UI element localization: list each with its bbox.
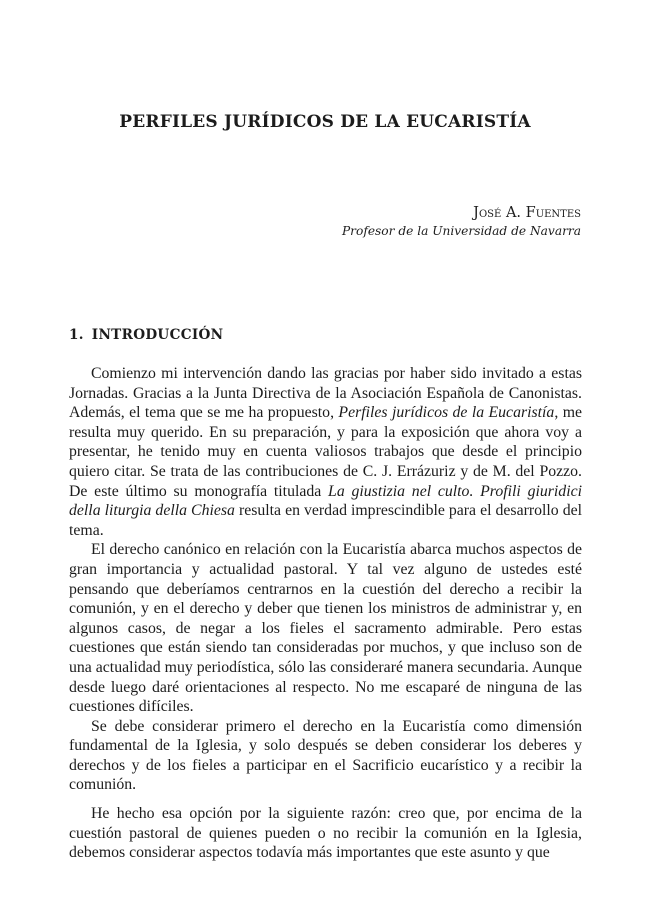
author-affiliation: Profesor de la Universidad de Navarra <box>341 224 581 238</box>
paragraph-1-text-1: Comienzo mi intervención dando las gracias por haber sido invitado a estas Jornadas. Gracias a la Junta Directiva de la Asociación Española de Canonistas. Además, el tema que se me ha propuesto, <box>69 365 582 422</box>
paragraph-3: Se debe considerar primero el derecho en la Eucaristía como dimensión fundamental de la Iglesia, y solo después se deben considerar los deberes y derechos y de los fieles a participar en el Sacrificio eucarístico y a recibir la comunión. <box>69 717 582 794</box>
author-block <box>342 203 581 239</box>
paragraph-2: El derecho canónico en relación con la Eucaristía abarca muchos aspectos de gran importancia y actualidad pastoral. Y tal vez alguno de ustedes esté pensando que deberíamos centrarnos en la cuestión del derecho a recibir la comunión, y en el derecho y deber que tienen los ministros de administrar y, en algunos casos, de negar a los fieles el sacramento admirable. Pero estas cuestiones que están siendo tan consideradas por muchos, y que incluso son de una actualidad muy periodística, sólo las consideraré manera secundaria. Aunque desde luego daré orientaciones al respecto. No me escaparé de ninguna de las cuestiones difíciles. <box>69 541 582 716</box>
paragraph-1-italic-2: La giustizia nel culto. Profili giuridici della liturgia della Chiesa <box>69 482 582 520</box>
body-text <box>69 364 582 863</box>
section-number: 1. <box>69 327 84 343</box>
author-name: José A. Fuentes <box>473 205 581 221</box>
paragraph-1 <box>69 364 582 540</box>
section-heading <box>69 327 223 343</box>
paragraph-1-italic-1: Perfiles jurídicos de la Eucaristía <box>338 404 555 422</box>
paragraph-1-text-3: resulta en verdad imprescindible para el desarrollo del tema. <box>69 502 582 539</box>
chapter-title: PERFILES JURÍDICOS DE LA EUCARISTÍA <box>119 112 531 132</box>
paragraph-4: He hecho esa opción por la siguiente razón: creo que, por encima de la cuestión pastoral de quienes pueden o no recibir la comunión en la Iglesia, debemos considerar aspectos todavía más importantes que este asunto y que <box>69 805 582 862</box>
paragraph-1-text-2: , me resulta muy querido. En su preparación, y para la exposición que ahora voy a presentar, he tenido muy en cuenta valiosos trabajos que desde el principio quiero citar. Se trata de las contribuciones de C. J. Errázuriz y de M. del Pozzo. De este último su monografía titulada <box>69 404 582 500</box>
section-title: INTRODUCCIÓN <box>91 327 224 343</box>
